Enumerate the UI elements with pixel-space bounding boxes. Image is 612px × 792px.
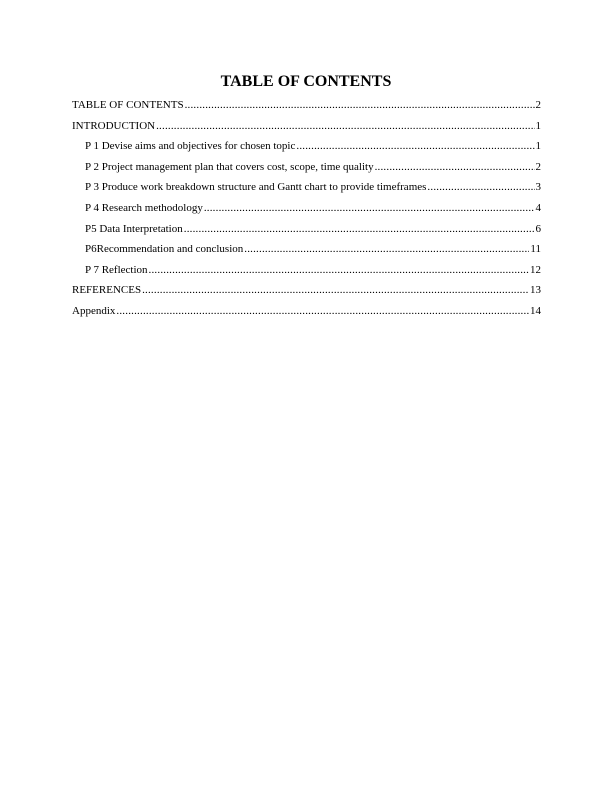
- toc-dot-leader: [185, 98, 535, 112]
- toc-entry-p5[interactable]: [72, 222, 541, 243]
- toc-entry-p2[interactable]: [72, 160, 541, 181]
- toc-page-number: 12: [530, 263, 541, 276]
- toc-page-number: 4: [535, 201, 541, 214]
- toc-entry-references[interactable]: [72, 283, 541, 304]
- toc-entry-p3[interactable]: [72, 180, 541, 201]
- toc-dot-leader: [296, 139, 534, 153]
- toc-dot-leader: [184, 222, 535, 236]
- toc-entry-text: P6Recommendation and conclusion: [85, 243, 244, 256]
- toc-page-number: 2: [535, 99, 541, 111]
- toc-dot-leader: [244, 242, 529, 256]
- toc-page-number: 1: [535, 140, 541, 153]
- toc-page-number: 2: [535, 160, 541, 173]
- toc-entry-text: P 3 Produce work breakdown structure and Gantt chart to provide timeframes: [85, 181, 427, 194]
- toc-page-number: 1: [535, 119, 541, 132]
- toc-entry-text: P5 Data Interpretation: [85, 222, 183, 235]
- toc-entry-text: INTRODUCTION: [72, 119, 156, 132]
- toc-entry-p4[interactable]: [72, 201, 541, 222]
- toc-entry-appendix[interactable]: [72, 304, 541, 325]
- toc-page-number: 6: [535, 222, 541, 235]
- toc-entry-text: Appendix: [72, 304, 116, 317]
- toc-dot-leader: [204, 201, 535, 215]
- toc-dot-leader: [149, 263, 529, 277]
- toc-heading: TABLE OF CONTENTS: [220, 73, 392, 90]
- toc-page-number: 13: [530, 284, 541, 297]
- toc-entry-text: P 1 Devise aims and objectives for chosen topic: [85, 140, 296, 153]
- toc-entry-p1[interactable]: [72, 139, 541, 160]
- toc-entry-text: P 4 Research methodology: [85, 201, 203, 214]
- toc-entry-text: REFERENCES: [72, 284, 142, 297]
- toc-page-number: 3: [535, 181, 541, 194]
- toc-entry-text: TABLE OF CONTENTS: [72, 99, 184, 111]
- toc-dot-leader: [156, 119, 534, 133]
- toc-dot-leader: [142, 283, 529, 297]
- toc-list: [72, 98, 541, 325]
- toc-entry-table-of-contents[interactable]: [72, 98, 541, 119]
- toc-entry-p7[interactable]: [72, 263, 541, 284]
- toc-entry-text: P 7 Reflection: [85, 263, 148, 276]
- toc-dot-leader: [427, 180, 534, 194]
- toc-dot-leader: [116, 304, 529, 318]
- toc-entry-text: P 2 Project management plan that covers cost, scope, time quality: [85, 160, 374, 173]
- toc-dot-leader: [375, 160, 535, 174]
- toc-entry-p6[interactable]: [72, 242, 541, 263]
- toc-page-number: 11: [530, 243, 541, 256]
- toc-entry-introduction[interactable]: [72, 119, 541, 140]
- toc-page-number: 14: [530, 304, 541, 317]
